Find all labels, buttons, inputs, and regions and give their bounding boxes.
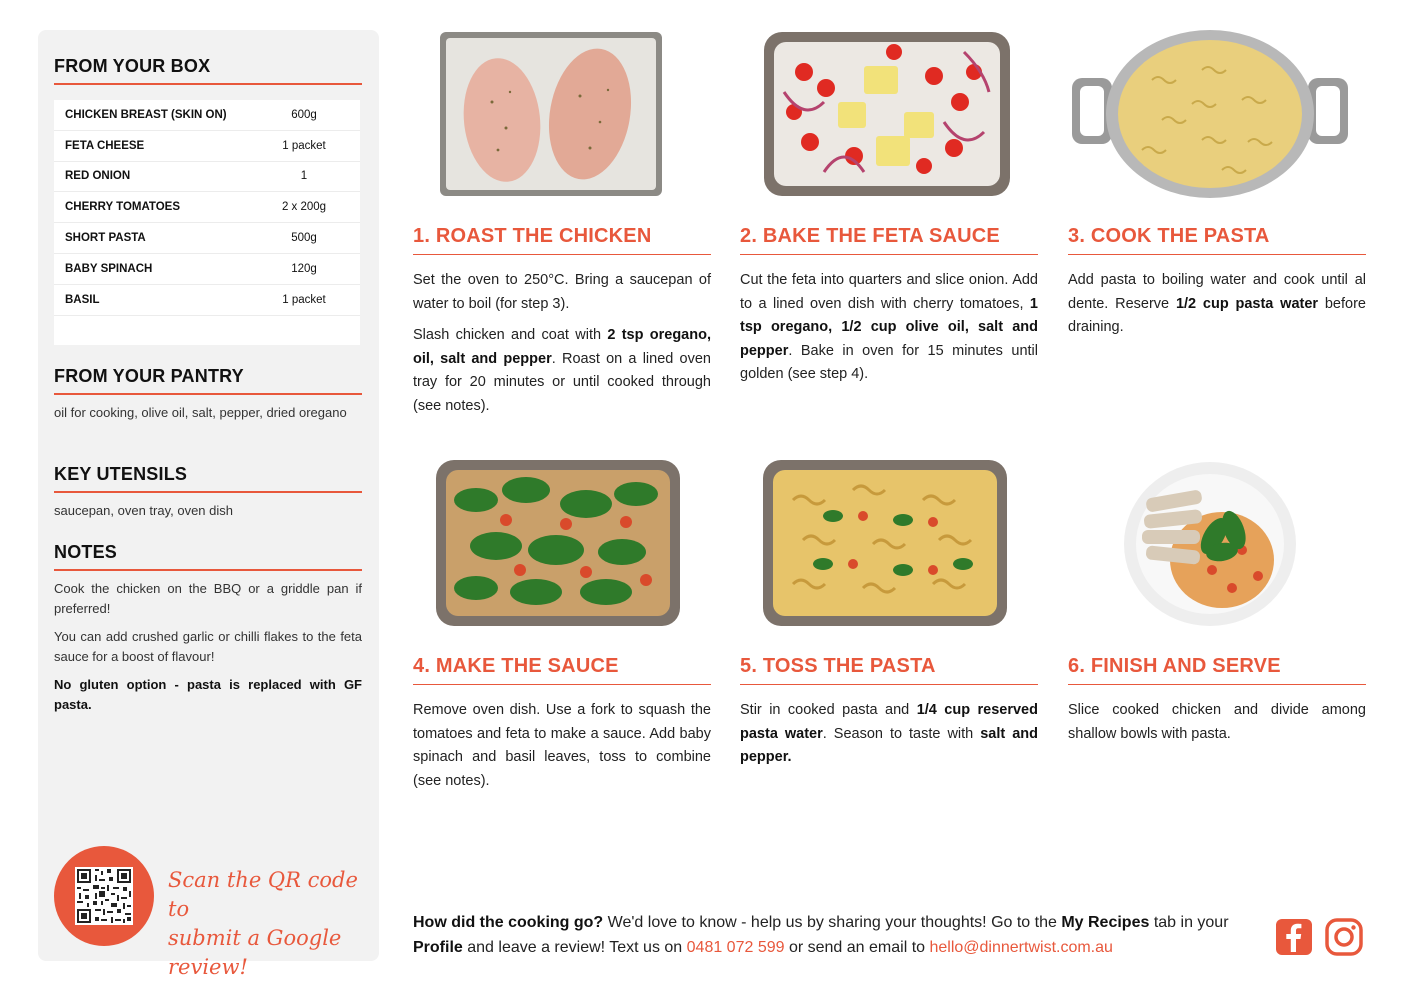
step-3-text: [1068, 269, 1366, 340]
table-row: [54, 223, 360, 254]
step-text-bold: 2 tsp oregano, oil, salt and pepper: [413, 327, 711, 367]
notes-section: [54, 542, 362, 723]
step-5-title: 5. TOSS THE PASTA: [740, 655, 1038, 685]
step-text-bold: 1 tsp oregano, 1/2 cup olive oil, salt and pepper: [740, 295, 1038, 359]
ingredient-qty: 500g: [291, 232, 317, 245]
note-text: Cook the chicken on the BBQ or a griddle pan if preferred!: [54, 581, 362, 616]
step-5-text: [740, 699, 1038, 770]
phone-link[interactable]: 0481 072 599: [686, 939, 785, 956]
qr-caption-line: Scan the QR code to: [168, 868, 358, 921]
ingredient-name: CHICKEN BREAST (SKIN ON): [65, 108, 227, 121]
step-4-image: [436, 460, 680, 626]
step-5: [740, 655, 1038, 778]
step-text-bold: salt and pepper.: [740, 725, 1038, 765]
table-row: [54, 192, 360, 223]
step-text-run: . Bake in oven for 15 minutes until golden (see step 4).: [740, 342, 1038, 382]
ingredient-name: BABY SPINACH: [65, 262, 153, 275]
step-3: [1068, 225, 1366, 348]
step-2-title: 2. BAKE THE FETA SAUCE: [740, 225, 1038, 255]
utensils-heading: KEY UTENSILS: [54, 464, 362, 493]
ingredient-name: SHORT PASTA: [65, 232, 146, 245]
step-6-text: Slice cooked chicken and divide among shallow bowls with pasta.: [1068, 702, 1366, 742]
ingredient-qty: 2 x 200g: [281, 201, 327, 214]
table-row: [54, 162, 360, 193]
footer-text: or send an email to: [784, 939, 930, 956]
note-text: You can add crushed garlic or chilli flakes to the feta sauce for a boost of flavour!: [54, 629, 362, 664]
profile-link[interactable]: Profile: [413, 939, 463, 956]
from-your-box-section: [54, 56, 362, 85]
from-your-box-heading: FROM YOUR BOX: [54, 56, 362, 85]
step-5-image: [763, 460, 1007, 626]
ingredients-sidebar: [38, 30, 379, 979]
step-text-run: Stir in cooked pasta and: [740, 702, 917, 718]
step-text-run: before draining.: [1068, 295, 1366, 335]
step-5-body: [740, 699, 1038, 770]
footer-text: We'd love to know - help us by sharing your thoughts! Go to the: [603, 914, 1062, 931]
step-6-title: 6. FINISH AND SERVE: [1068, 655, 1366, 685]
step-3-body: [1068, 269, 1366, 340]
footer-text: and leave a review! Text us on: [462, 939, 687, 956]
ingredient-name: BASIL: [65, 293, 100, 306]
step-4-body: [413, 699, 711, 793]
my-recipes-link[interactable]: My Recipes: [1061, 914, 1150, 931]
ingredient-qty: 600g: [291, 108, 317, 121]
step-6-body: [1068, 699, 1366, 746]
step-text-run: Cut the feta into quarters and slice onion. Add to a lined oven dish with cherry tomatoes,: [740, 272, 1038, 312]
pantry-heading: FROM YOUR PANTRY: [54, 366, 362, 395]
ingredient-qty: 120g: [291, 262, 317, 275]
qr-caption-line: submit a Google review!: [168, 926, 342, 979]
step-1: [413, 225, 711, 426]
qr-caption: [168, 866, 368, 982]
step-text-run: Slash chicken and coat with: [413, 327, 608, 343]
footer-text: tab in your: [1149, 914, 1229, 931]
instagram-icon[interactable]: [1325, 918, 1363, 956]
step-4-title: 4. MAKE THE SAUCE: [413, 655, 711, 685]
footer-question: How did the cooking go?: [413, 914, 604, 931]
step-text-run: . Roast on a lined oven tray for 20 minutes or until cooked through (see notes).: [413, 350, 711, 414]
table-row: [54, 131, 360, 162]
step-text-run: . Season to taste with: [822, 725, 981, 742]
step-1-image: [440, 32, 662, 196]
step-1-text: [413, 324, 711, 418]
note-text-gluten: No gluten option - pasta is replaced with GF pasta.: [54, 677, 362, 712]
email-link[interactable]: hello@dinnertwist.com.au: [929, 939, 1113, 956]
ingredient-qty: 1 packet: [282, 293, 326, 306]
facebook-icon[interactable]: [1275, 918, 1313, 956]
step-text-bold: 1/4 cup reserved pasta water: [740, 702, 1038, 742]
step-1-title: 1. ROAST THE CHICKEN: [413, 225, 711, 255]
step-2: [740, 225, 1038, 395]
step-text-bold: 1/2 cup pasta water: [1175, 295, 1319, 312]
ingredient-name: RED ONION: [65, 170, 131, 183]
pantry-section: [54, 366, 362, 423]
table-row: [54, 254, 360, 285]
step-text-run: Add pasta to boiling water and cook until al dente. Reserve: [1068, 272, 1366, 312]
step-3-title: 3. COOK THE PASTA: [1068, 225, 1366, 255]
ingredients-table: [54, 100, 360, 345]
qr-code-icon[interactable]: [75, 867, 133, 925]
utensils-text: saucepan, oven tray, oven dish: [54, 503, 233, 518]
step-6-image: [1122, 460, 1298, 628]
pantry-text: oil for cooking, olive oil, salt, pepper, dried oregano: [54, 405, 347, 420]
step-4-text: Remove oven dish. Use a fork to squash the tomatoes and feta to make a sauce. Add baby spinach and basil leaves, toss to combine (see notes).: [413, 702, 711, 789]
ingredient-qty: 1: [300, 170, 308, 183]
review-footer: [413, 910, 1263, 960]
utensils-section: [54, 464, 362, 521]
step-1-text: Set the oven to 250°C. Bring a saucepan of water to boil (for step 3).: [413, 272, 711, 312]
table-row: [54, 285, 360, 316]
qr-badge: [54, 846, 154, 946]
step-2-text: [740, 269, 1038, 387]
ingredient-name: CHERRY TOMATOES: [65, 201, 181, 214]
step-6: [1068, 655, 1366, 754]
ingredient-name: FETA CHEESE: [65, 139, 145, 152]
ingredient-qty: 1 packet: [282, 139, 326, 152]
qr-circle: [54, 846, 154, 946]
notes-heading: NOTES: [54, 542, 362, 571]
step-1-body: [413, 269, 711, 418]
step-3-image: [1072, 30, 1348, 198]
step-2-body: [740, 269, 1038, 387]
step-2-image: [764, 32, 1010, 196]
step-4: [413, 655, 711, 801]
table-row: [54, 100, 360, 131]
